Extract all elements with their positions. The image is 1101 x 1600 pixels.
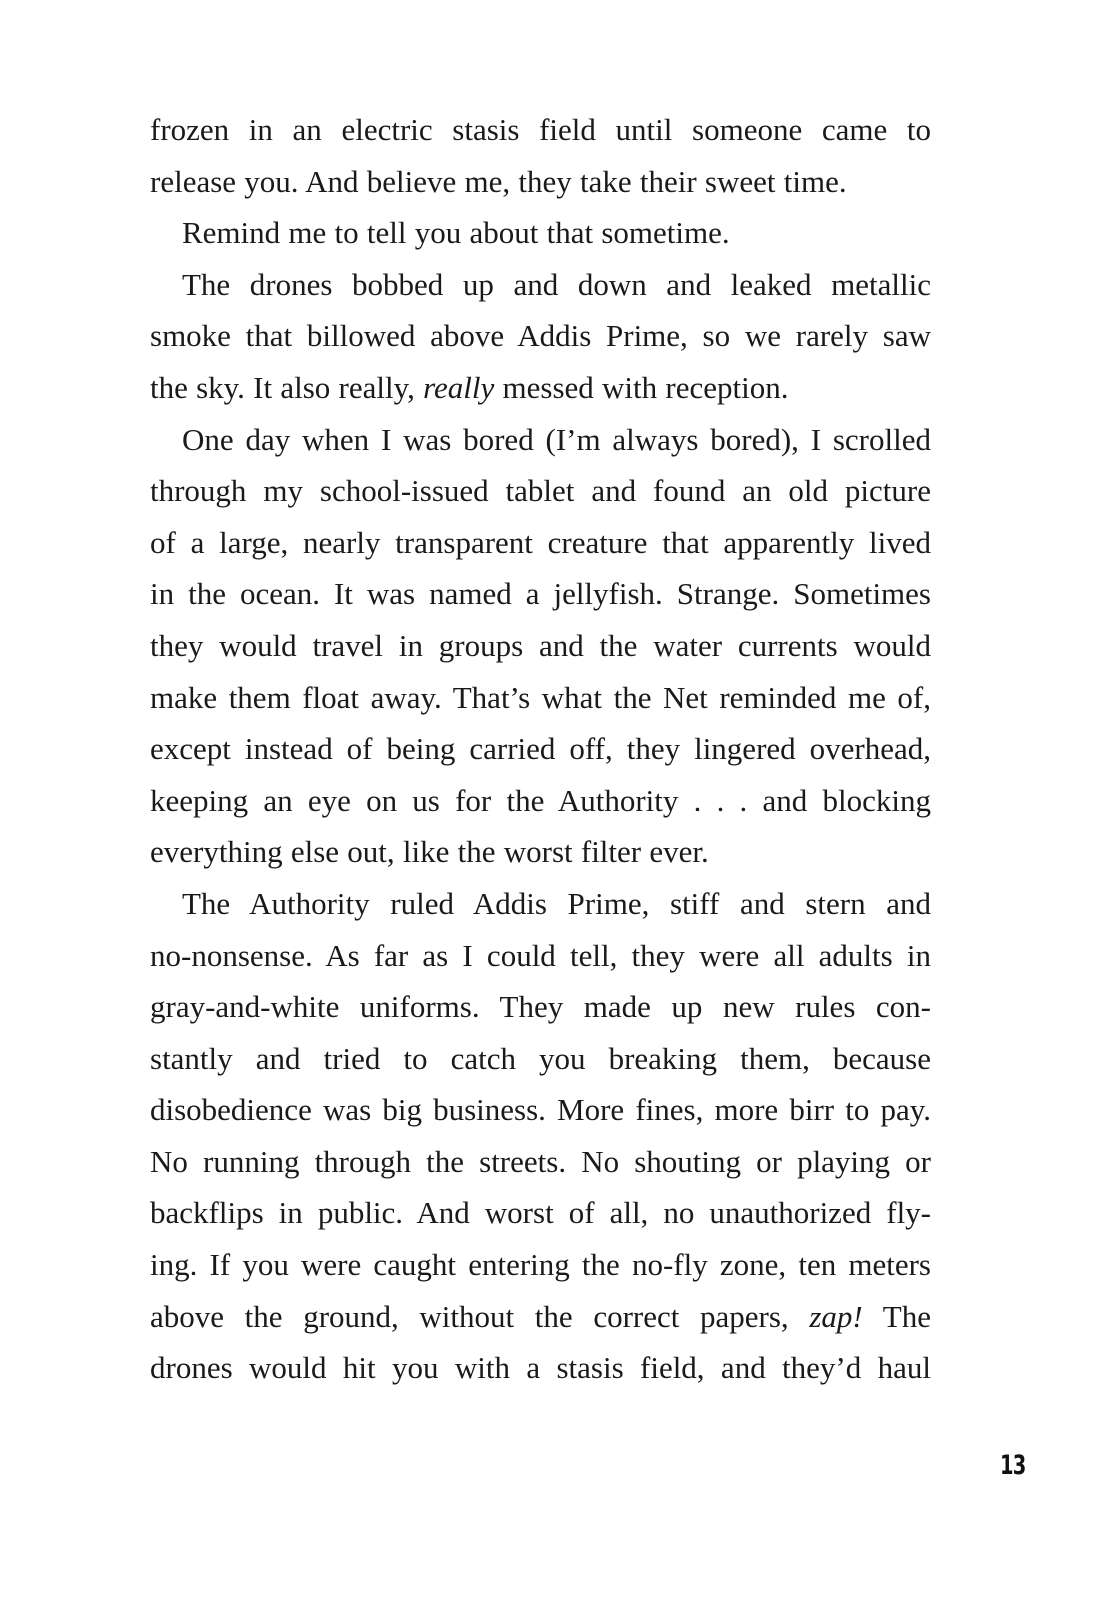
text-line: make them float away. That’s what the Net reminded me of, <box>150 679 931 715</box>
text-fragment: messed with reception. <box>494 369 789 405</box>
text-fragment: the sky. It also really, <box>150 369 424 405</box>
text-line: The Authority ruled Addis Prime, stiff and stern and <box>182 885 931 921</box>
text-line: frozen in an electric stasis field until someone came to <box>150 112 931 147</box>
text-line: in the ocean. It was named a jellyfish. Strange. Sometimes <box>150 576 931 612</box>
text-fragment: The <box>862 1298 931 1334</box>
text-line: backflips in public. And worst of all, no unauthorized fly- <box>150 1195 931 1231</box>
paragraph-4 <box>150 414 931 878</box>
paragraph-3 <box>150 259 931 414</box>
page-number: 13 <box>1000 1450 1026 1481</box>
text-line: release you. And believe me, they take their sweet time. <box>150 163 847 199</box>
text-line: One day when I was bored (I’m always bored), I scrolled <box>182 421 931 457</box>
text-line: disobedience was big business. More fines, more birr to pay. <box>150 1092 931 1128</box>
text-line: stantly and tried to catch you breaking them, because <box>150 1040 931 1076</box>
emphasis-text: really <box>423 369 495 405</box>
text-line: everything else out, like the worst filter ever. <box>150 834 709 870</box>
emphasis-text: zap! <box>809 1298 863 1334</box>
text-line <box>150 1291 931 1343</box>
text-line: No running through the streets. No shouting or playing or <box>150 1143 931 1179</box>
text-line: The drones bobbed up and down and leaked metallic <box>182 266 931 302</box>
body-text <box>150 104 931 1394</box>
text-line: they would travel in groups and the water currents would <box>150 627 931 663</box>
text-line: except instead of being carried off, they lingered overhead, <box>150 731 931 767</box>
text-line: ing. If you were caught entering the no-fly zone, ten meters <box>150 1247 931 1283</box>
text-line: of a large, nearly transparent creature that apparently lived <box>150 524 931 560</box>
paragraph-1 <box>150 104 931 207</box>
text-line <box>150 362 931 414</box>
text-line: gray-and-white uniforms. They made up new rules con- <box>150 989 931 1025</box>
text-line: smoke that billowed above Addis Prime, so we rarely saw <box>150 318 931 354</box>
text-line: no-nonsense. As far as I could tell, they were all adults in <box>150 937 931 973</box>
paragraph-5 <box>150 878 931 1394</box>
text-line: drones would hit you with a stasis field, and they’d haul <box>150 1350 931 1386</box>
text-fragment: above the ground, without the correct papers, <box>150 1298 810 1334</box>
paragraph-2 <box>150 207 931 259</box>
text-line: Remind me to tell you about that sometime. <box>182 215 730 251</box>
text-line: through my school-issued tablet and found an old picture <box>150 473 931 509</box>
text-line: keeping an eye on us for the Authority . . . and blocking <box>150 782 931 818</box>
